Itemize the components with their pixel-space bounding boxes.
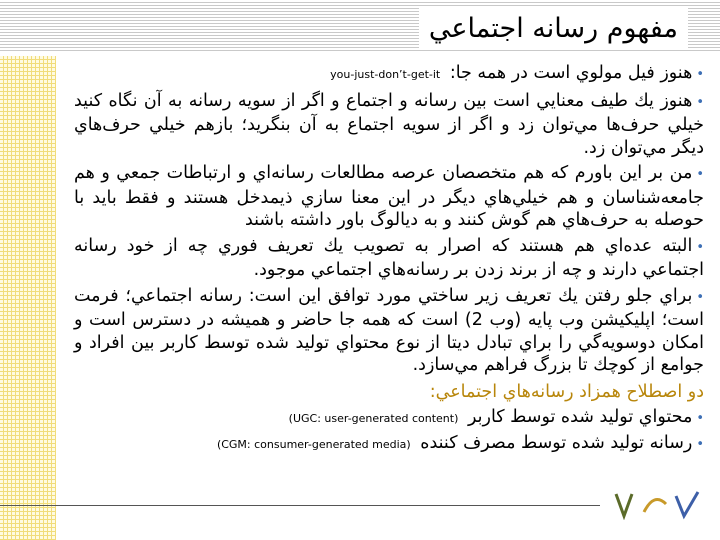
bullet-item bbox=[74, 162, 704, 232]
bullet-dot-icon: • bbox=[696, 94, 704, 110]
synonym-latin-term: (UGC: user-generated content) bbox=[288, 411, 459, 425]
synonym-item bbox=[74, 431, 704, 457]
slide-title: مفهوم رسانه اجتماعي bbox=[428, 12, 678, 44]
bullet-dot-icon: • bbox=[696, 67, 704, 82]
bullet-item bbox=[74, 285, 704, 377]
bullet-text: هنوز يك طيف معنايي است بين رسانه و اجتماع و اگر از سويه رسانه به آن نگاه كنيد خيلي حرف‌ها مي‌توان زد و اگر از سويه اجتماع به آن بنگريد؛ بازهم خيلي حرف‌هاي ديگر مي‌توان زد. bbox=[74, 90, 704, 158]
bullet-item bbox=[74, 62, 704, 87]
bullet-dot-icon: • bbox=[696, 289, 704, 305]
bullet-dot-icon: • bbox=[696, 167, 704, 182]
synonym-item bbox=[74, 405, 704, 431]
slide-content bbox=[74, 62, 704, 457]
bullet-item bbox=[74, 90, 704, 160]
bullet-latin-term: you-just-don’t-get-it bbox=[330, 68, 441, 81]
side-grid-decoration bbox=[0, 56, 56, 540]
bullet-text: من بر اين باورم كه هم متخصصان عرصه مطالعات رسانه‌اي و ارتباطات جمعي و هم جامعه‌شناسان و هم خيلي‌هاي ديگر در اين معنا سازي ذيمدخل هستند و فقط بايد با حوصله به حرف‌هاي هم گوش كنند و به ديالوگ باور داشته باشند bbox=[74, 163, 704, 230]
synonym-text: محتواي توليد شده توسط كاربر bbox=[467, 406, 693, 427]
synonym-latin-term: (CGM: consumer-generated media) bbox=[216, 437, 411, 451]
bullet-dot-icon: • bbox=[696, 239, 704, 255]
title-box bbox=[419, 8, 688, 48]
synonym-text: رسانه توليد شده توسط مصرف كننده bbox=[420, 432, 693, 453]
synonyms-heading: دو اصطلاح همزاد رسانه‌هاي اجتماعي: bbox=[429, 381, 704, 402]
bottom-rule bbox=[0, 505, 600, 506]
bullet-dot-icon: • bbox=[696, 436, 704, 452]
bullet-dot-icon: • bbox=[696, 410, 704, 426]
bullet-item bbox=[74, 235, 704, 282]
bullet-text: البته عده‌اي هم هستند كه اصرار به تصويب يك تعريف فوري چه از خود رسانه اجتماعي دارند و چه از برند زدن بر رسانه‌هاي اجتماعي موجود. bbox=[74, 235, 704, 280]
bullet-text: هنوز فيل مولوي است در همه جا: bbox=[449, 63, 693, 83]
v-logo-icon bbox=[614, 490, 700, 520]
bullet-text: براي جلو رفتن يك تعريف زير ساختي مورد توافق اين است: رسانه اجتماعي؛ فرمت است؛ اپليكيشن وب پايه (وب 2) است كه همه جا حاضر و هميشه در دسترس است و امكان دوسويه‌گي را براي تبادل ديتا از نوع محتواي توليد شده توسط كاربر بين افراد و جوامع از كوچك تا بزرگ فراهم مي‌سازد. bbox=[74, 285, 704, 375]
